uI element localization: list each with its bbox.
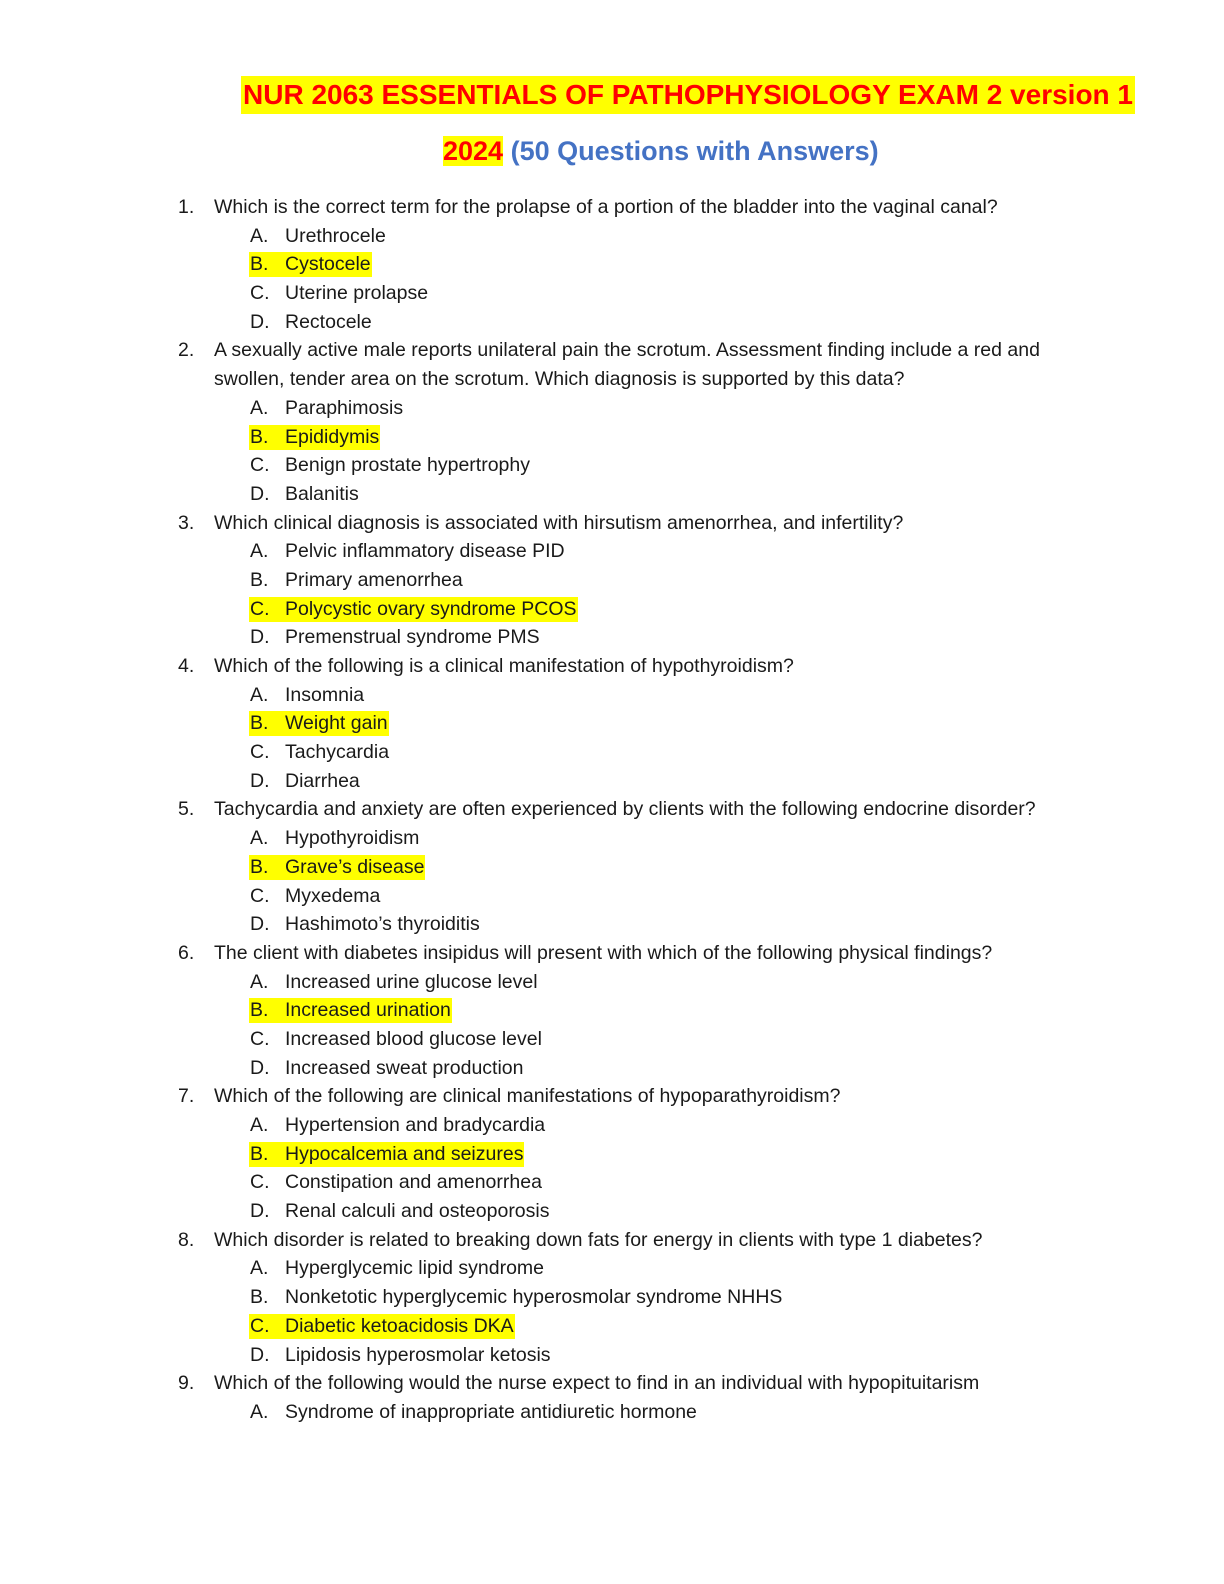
option-letter: A. (250, 540, 269, 563)
document-title: NUR 2063 ESSENTIALS OF PATHOPHYSIOLOGY EXAM 2 version 1 (241, 76, 1135, 114)
answer-option (0, 681, 1224, 710)
option-letter: C. (250, 1171, 270, 1194)
answer-option-correct (0, 423, 1224, 452)
answer-option-correct (0, 709, 1224, 738)
option-text: Pelvic inflammatory disease PID (285, 540, 565, 563)
question-list (0, 193, 1224, 1427)
answer-option-correct (0, 1140, 1224, 1169)
option-text: Premenstrual syndrome PMS (285, 626, 540, 649)
question-number: 8. (178, 1228, 195, 1251)
answer-option (0, 1283, 1224, 1312)
answer-option (0, 1025, 1224, 1054)
answer-option (0, 566, 1224, 595)
answer-option (0, 882, 1224, 911)
option-letter: C. (250, 597, 270, 620)
option-text: Nonketotic hyperglycemic hyperosmolar syndrome NHHS (285, 1286, 783, 1309)
option-letter: C. (250, 1027, 270, 1050)
option-text: Epididymis (285, 425, 380, 448)
title-question-count: (50 Questions with Answers) (503, 136, 879, 166)
option-letter: C. (250, 741, 270, 764)
answer-option (0, 451, 1224, 480)
question-stem (0, 652, 1224, 681)
option-letter: D. (250, 1056, 270, 1079)
option-letter: C. (250, 884, 270, 907)
option-text: Tachycardia (285, 741, 390, 764)
answer-option (0, 1398, 1224, 1427)
option-text: Cystocele (285, 253, 371, 276)
option-text: Renal calculi and osteoporosis (285, 1200, 550, 1223)
answer-option-correct (0, 853, 1224, 882)
question-number: 7. (178, 1085, 195, 1108)
question-text: Which is the correct term for the prolapse of a portion of the bladder into the vaginal canal? (214, 196, 998, 218)
option-text: Increased urine glucose level (285, 970, 538, 993)
answer-option (0, 968, 1224, 997)
question-stem (0, 336, 1224, 365)
option-text: Constipation and amenorrhea (285, 1171, 542, 1194)
answer-option (0, 738, 1224, 767)
option-text: Polycystic ovary syndrome PCOS (285, 597, 577, 620)
option-text: Hashimoto’s thyroiditis (285, 913, 480, 936)
option-letter: D. (250, 1343, 270, 1366)
option-text: Paraphimosis (285, 396, 404, 419)
option-letter: A. (250, 970, 269, 993)
question-stem (0, 1226, 1224, 1255)
question-text: Which of the following is a clinical manifestation of hypothyroidism? (214, 655, 794, 677)
question-stem (0, 193, 1224, 222)
question-stem (0, 1369, 1224, 1398)
option-letter: A. (250, 1400, 269, 1423)
option-text: Urethrocele (285, 224, 386, 247)
answer-option (0, 1197, 1224, 1226)
option-letter: B. (250, 425, 269, 448)
question-text: Which clinical diagnosis is associated with hirsutism amenorrhea, and infertility? (214, 511, 904, 534)
answer-option (0, 1341, 1224, 1370)
question-number: 5. (178, 798, 195, 821)
answer-option (0, 537, 1224, 566)
option-letter: D. (250, 310, 270, 333)
option-letter: C. (250, 1314, 270, 1337)
answer-option (0, 394, 1224, 423)
question-stem (0, 1082, 1224, 1111)
option-text: Rectocele (285, 310, 372, 333)
option-letter: B. (250, 253, 269, 276)
option-text: Primary amenorrhea (285, 568, 463, 591)
question-number: 4. (178, 655, 195, 677)
option-text: Increased sweat production (285, 1056, 524, 1079)
option-text: Increased blood glucose level (285, 1027, 542, 1050)
option-text: Syndrome of inappropriate antidiuretic hormone (285, 1400, 697, 1423)
answer-option-correct (0, 250, 1224, 279)
question-text: Which of the following are clinical manifestations of hypoparathyroidism? (214, 1085, 841, 1108)
option-text: Myxedema (285, 884, 381, 907)
question-number: 9. (178, 1372, 195, 1395)
question-text: Which disorder is related to breaking down fats for energy in clients with type 1 diabetes? (214, 1228, 983, 1251)
question-stem (0, 795, 1224, 824)
title-year: 2024 (443, 136, 504, 166)
option-text: Grave’s disease (285, 855, 425, 878)
option-text: Uterine prolapse (285, 282, 429, 305)
question-number: 6. (178, 941, 195, 964)
option-letter: D. (250, 913, 270, 936)
option-text: Lipidosis hyperosmolar ketosis (285, 1343, 551, 1366)
option-letter: B. (250, 712, 269, 735)
option-text: Hypothyroidism (285, 827, 420, 850)
option-letter: B. (250, 568, 269, 591)
answer-option-correct (0, 595, 1224, 624)
option-letter: B. (250, 855, 269, 878)
answer-option (0, 222, 1224, 251)
option-letter: B. (250, 1286, 269, 1309)
document-subtitle (443, 133, 879, 169)
question-number: 3. (178, 511, 195, 534)
option-text: Hyperglycemic lipid syndrome (285, 1257, 545, 1280)
question-stem (0, 939, 1224, 968)
question-text: swollen, tender area on the scrotum. Which diagnosis is supported by this data? (214, 368, 905, 391)
option-text: Benign prostate hypertrophy (285, 454, 530, 477)
answer-option (0, 1111, 1224, 1140)
option-letter: A. (250, 1114, 269, 1136)
option-letter: A. (250, 1257, 269, 1280)
option-letter: D. (250, 482, 270, 505)
answer-option (0, 480, 1224, 509)
question-text: The client with diabetes insipidus will present with which of the following physical findings? (214, 941, 993, 964)
option-letter: D. (250, 769, 270, 792)
answer-option (0, 623, 1224, 652)
option-letter: D. (250, 1200, 270, 1223)
option-letter: A. (250, 224, 269, 247)
option-letter: A. (250, 396, 269, 419)
option-text: Insomnia (285, 683, 365, 706)
question-number: 2. (178, 339, 195, 362)
option-text: Increased urination (285, 999, 451, 1022)
option-text: Weight gain (285, 712, 388, 735)
question-text: Which of the following would the nurse expect to find in an individual with hypopituitarism (214, 1372, 980, 1395)
question-number: 1. (178, 196, 195, 218)
answer-option (0, 1054, 1224, 1083)
option-letter: A. (250, 683, 269, 706)
option-letter: A. (250, 827, 269, 850)
answer-option (0, 824, 1224, 853)
answer-option (0, 279, 1224, 308)
option-letter: B. (250, 1142, 269, 1165)
option-text: Diarrhea (285, 769, 360, 792)
answer-option-correct (0, 996, 1224, 1025)
option-letter: B. (250, 999, 269, 1022)
option-letter: C. (250, 282, 270, 305)
answer-option-correct (0, 1312, 1224, 1341)
question-stem (0, 365, 1224, 394)
option-text: Hypocalcemia and seizures (285, 1142, 524, 1165)
option-letter: D. (250, 626, 270, 649)
question-text: Tachycardia and anxiety are often experienced by clients with the following endocrine disorder? (214, 798, 1036, 821)
option-text: Balanitis (285, 482, 359, 505)
option-text: Diabetic ketoacidosis DKA (285, 1314, 514, 1337)
answer-option (0, 767, 1224, 796)
option-text: Hypertension and bradycardia (285, 1114, 546, 1136)
option-letter: C. (250, 454, 270, 477)
question-text: A sexually active male reports unilateral pain the scrotum. Assessment finding include a red and (214, 339, 1040, 362)
answer-option (0, 1254, 1224, 1283)
answer-option (0, 308, 1224, 337)
question-stem (0, 509, 1224, 538)
answer-option (0, 910, 1224, 939)
answer-option (0, 1168, 1224, 1197)
